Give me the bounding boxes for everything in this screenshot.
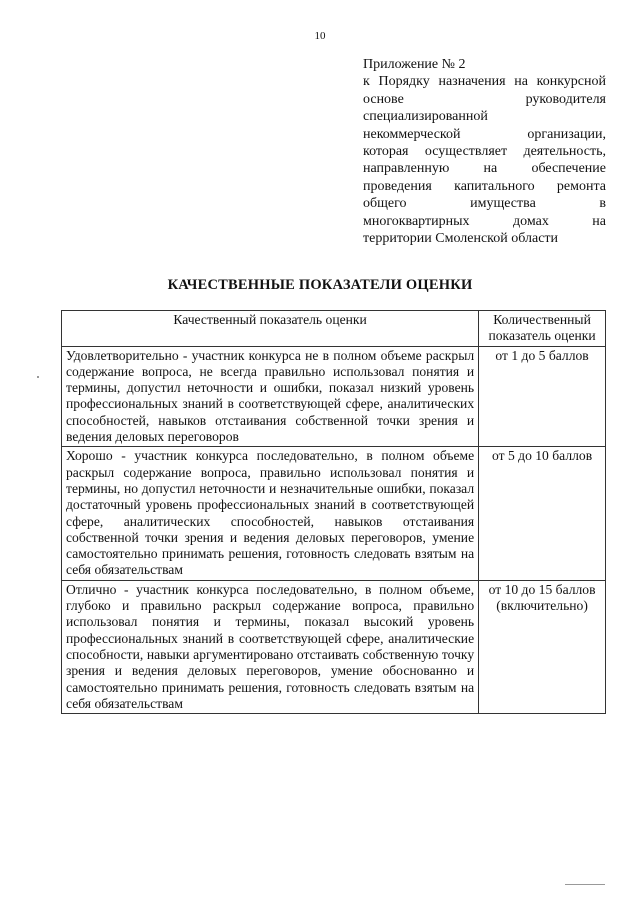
appendix-line: некоммерческой организации, [363,126,606,142]
appendix-line: общего имущества в [363,196,606,212]
appendix-line: проведения капитального ремонта [363,178,606,194]
appendix-line: основе руководителя [363,91,606,107]
appendix-line: Приложение № 2 [363,57,466,72]
scan-mark [565,884,605,885]
appendix-line: направленную на обеспечение [363,161,606,177]
table-row [62,580,606,713]
appendix-line: к Порядку назначения на конкурсной [363,74,606,90]
scan-dot [37,376,39,378]
document-title: КАЧЕСТВЕННЫЕ ПОКАЗАТЕЛИ ОЦЕНКИ [167,277,473,293]
row-description: Отлично - участник конкурса последовательно, в полном объеме, глубоко и правильно раскрыл содержание вопроса, правильно использовал понятия и термины, показал высокий уровень профессиональных знаний в соответствующей сфере, аналитические способности, навыки аргументировано отстаивать собственную точку зрения и ведения деловых переговоров, умение обоснованно и самостоятельно принимать решения, готовность следовать взятым на себя обязательствам [62,580,479,713]
appendix-line: специализированной [363,109,488,125]
header-quantity: Количественный показатель оценки [479,311,606,347]
appendix-block [363,56,606,247]
appendix-line: многоквартирных домах на [363,213,606,229]
row-description: Хорошо - участник конкурса последовательно, в полном объеме раскрыл содержание вопроса, правильно использовал понятия и термины, но допустил неточности и незначительные ошибки, показал достаточный уровень профессиональных знаний в соответствующей сфере, аналитических способностей, навыков отстаивания собственной точки зрения и ведения деловых переговоров, умение самостоятельно принимать решения, готовность следовать взятым на себя обязательствам [62,447,479,580]
row-score: от 10 до 15 баллов (включительно) [479,580,606,713]
table-row [62,447,606,580]
appendix-line: территории Смоленской области [363,231,559,247]
appendix-line: которая осуществляет деятельность, [363,144,606,160]
indicators-table [61,310,606,714]
row-score: от 1 до 5 баллов [479,346,606,447]
table-header-row [62,311,606,347]
row-score: от 5 до 10 баллов [479,447,606,580]
row-description: Удовлетворительно - участник конкурса не в полном объеме раскрыл содержание вопроса, не всегда правильно использовал понятия и термины, допустил неточности и ошибки, показал низкий уровень профессиональных знаний в соответствующей сфере, аналитических способностей, навыков отстаивания собственной точки зрения и ведения деловых переговоров [62,346,479,447]
header-quality: Качественный показатель оценки [62,311,479,347]
table-row [62,346,606,447]
page-number: 10 [314,30,326,42]
